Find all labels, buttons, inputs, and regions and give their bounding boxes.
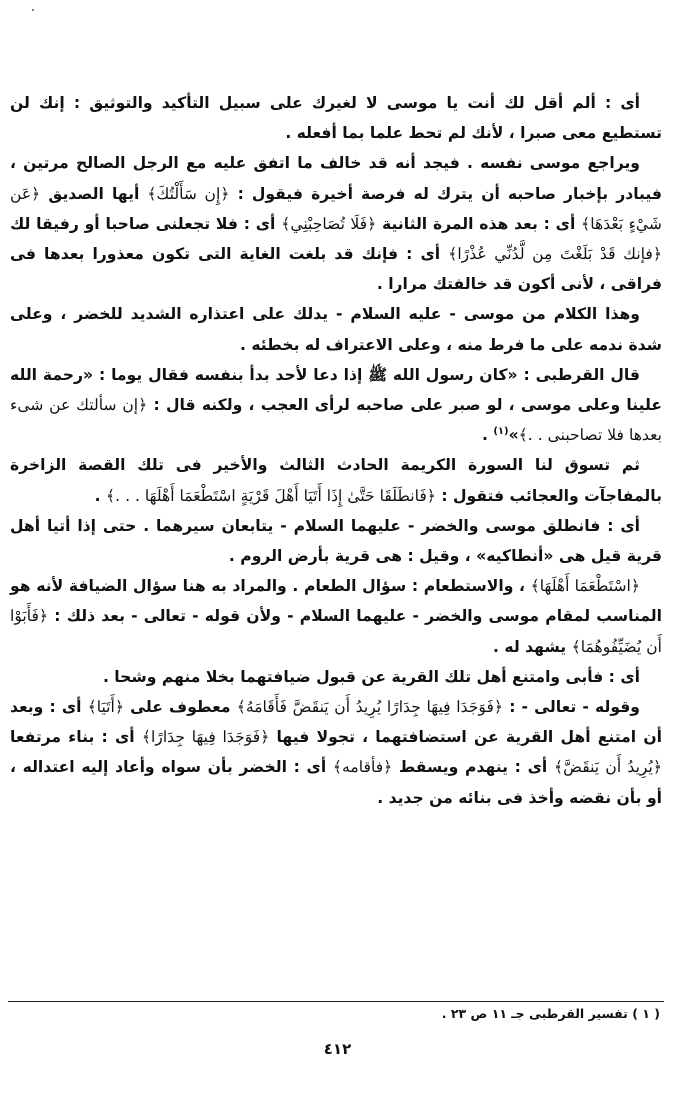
- quran-quote: ﴿أَتَيَا﴾: [87, 698, 124, 717]
- quran-quote: ﴿فَوَجَدَا فِيهَا جِدَارًا﴾: [141, 728, 270, 747]
- text-run: أى : فأبى وامتنع أهل تلك القرية عن قبول ضيافتهما بخلا منهم وشحا .: [102, 667, 640, 686]
- quran-quote: ﴿إِن سَأَلْتُكَ﴾: [147, 184, 230, 203]
- footnote-divider: [8, 1001, 664, 1002]
- text-run: ثم تسوق لنا السورة الكريمة الحادث الثالث والأخير فى تلك القصة الزاخرة بالمفاجآت والعجائب فتقول :: [10, 456, 662, 505]
- text-run: أى : فانطلق موسى والخضر - عليهما السلام - يتابعان سيرهما . حتى إذا أتيا أهل قرية قيل هى «أنطاكيه» ، وقيل : هى قرية بأرض الروم .: [10, 516, 662, 566]
- paragraph: [10, 360, 662, 451]
- text-run: معطوف على: [124, 698, 237, 717]
- text-run: وقوله - تعالى - :: [503, 698, 640, 717]
- footnote-reference: (١): [493, 426, 509, 438]
- text-run: أى : الخضر بأن سواه وأعاد إليه اعتداله ، أو بأن نقضه وأخذ فى بنائه من جديد .: [10, 758, 662, 807]
- text-run: قال القرطبى : «كان رسول الله ﷺ إذا دعا لأحد بدأ بنفسه فقال يوما : «رحمة الله علينا وعلى موسى ، لو صبر على صاحبه لرأى العجب ، ولكنه قال :: [10, 365, 662, 415]
- text-run: أى : بناء مرتفعا: [10, 728, 142, 747]
- paragraph: [10, 88, 662, 148]
- paragraph: [10, 511, 662, 571]
- quran-quote: ﴿اسْتَطْعَمَا أَهْلَهَا﴾: [530, 577, 640, 596]
- main-text: [10, 88, 662, 813]
- quran-quote: ﴿عَن شَيْءٍ بَعْدَهَا﴾: [10, 184, 662, 233]
- page-number: ٤١٢: [323, 1040, 352, 1058]
- paragraph: [10, 148, 662, 299]
- text-run: يشهد له .: [493, 637, 572, 656]
- text-run: .: [94, 486, 107, 505]
- text-run: أى : فإنك قد بلغت الغاية التى تكون معذورا بعدها فى فراقى ، لأنى أكون قد خالفتك مرارا .: [10, 245, 662, 294]
- paragraph: [10, 450, 662, 510]
- text-run: ويراجع موسى نفسه . فيجد أنه قد خالف ما اتفق عليه مع الرجل الصالح مرتين ، فيبادر بإخبار صاحبه أن يترك له فرصة أخيرة فيقول :: [10, 154, 662, 203]
- text-run: أى : بعد هذه المرة الثانية: [376, 214, 582, 233]
- paragraph: [10, 571, 662, 662]
- quran-quote: ﴿إن سألتك عن شىء بعدها فلا تصاحبنى . .﴾: [10, 396, 662, 445]
- text-run: أى : وبعد أن امتنع أهل القرية عن استضافتهما ، تجولا فيها: [10, 698, 662, 747]
- text-run: أى : فلا تجعلنى صاحبا أو رفيقا لك: [10, 214, 282, 233]
- paragraph: [10, 692, 662, 813]
- paragraph: [10, 299, 662, 359]
- quran-quote: ﴿يُرِيدُ أَن يَنقَضَّ﴾: [553, 758, 662, 777]
- text-run: .: [481, 426, 494, 445]
- text-run: أى : ينهدم ويسقط: [392, 758, 554, 777]
- quran-quote: ﴿فَانطَلَقَا حَتَّىٰ إِذَا أَتَيَا أَهْلَ قَرْيَةٍ اسْتَطْعَمَا أَهْلَهَا . . .﴾: [106, 486, 436, 505]
- quran-quote: ﴿فإنك قَدْ بَلَغْتَ مِن لَّدُنِّي عُذْرًا﴾: [448, 245, 662, 264]
- footnote: ( ١ ) تفسير القرطبى جـ ١١ ص ٢٣ .: [441, 1006, 660, 1021]
- paragraph: [10, 662, 662, 692]
- scan-speck: [32, 9, 34, 11]
- quran-quote: ﴿فَوَجَدَا فِيهَا جِدَارًا يُرِيدُ أَن يَنقَضَّ فَأَقَامَهُ﴾: [236, 698, 504, 717]
- text-run: ، والاستطعام : سؤال الطعام . والمراد به هنا سؤال الضيافة لأنه هو المناسب لمقام موسى والخضر - عليهما السلام - ولأن قوله - تعالى - بعد ذلك :: [10, 577, 662, 626]
- text-run: أى : ألم أقل لك أنت يا موسى لا لغيرك على سبيل التأكيد والتوثيق : إنك لن تستطيع معى صبرا ، لأنك لم تحط علما بما أفعله .: [10, 94, 662, 143]
- quran-quote: ﴿فأقامه﴾: [332, 758, 393, 777]
- text-run: وهذا الكلام من موسى - عليه السلام - يدلك على اعتذاره الشديد للخضر ، وعلى شدة ندمه على ما فرط منه ، وعلى الاعتراف له بخطئه .: [10, 305, 662, 354]
- quran-quote: ﴿فَلَا تُصَاحِبْنِي﴾: [281, 214, 377, 233]
- quran-quote: ﴿فَأَبَوْا أَن يُضَيِّفُوهُمَا﴾: [10, 607, 662, 656]
- text-run: »: [508, 426, 519, 445]
- text-run: أيها الصديق: [40, 184, 148, 203]
